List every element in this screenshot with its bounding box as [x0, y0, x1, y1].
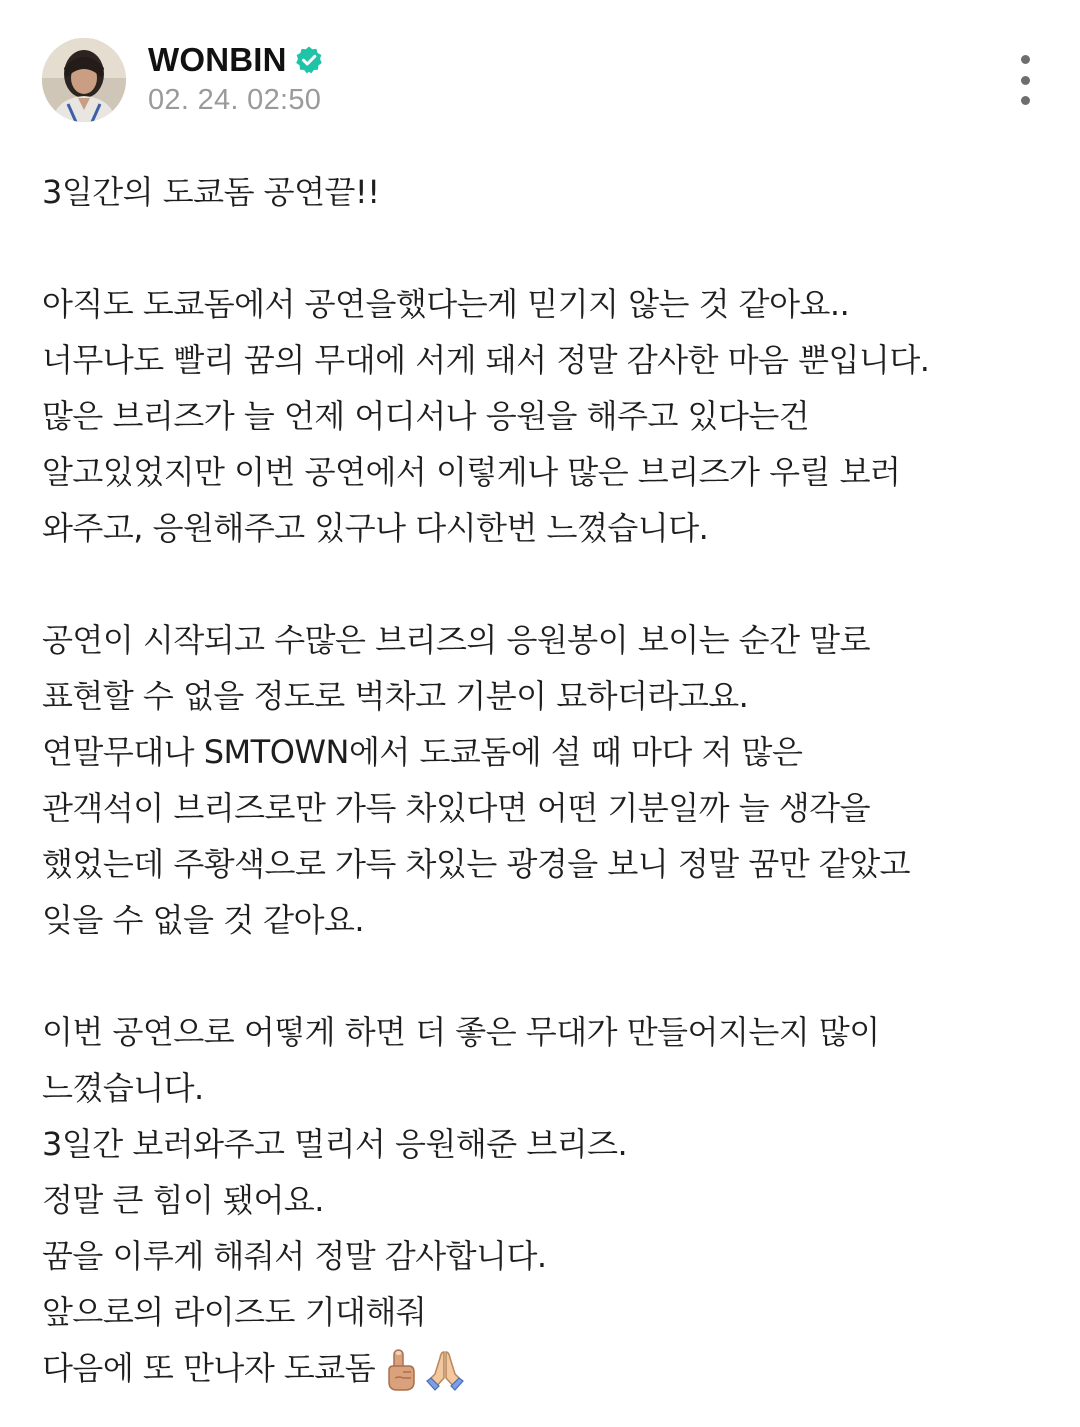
- paragraph-gap: [42, 220, 1052, 276]
- post-line: 공연이 시작되고 수많은 브리즈의 응원봉이 보이는 순간 말로: [42, 621, 871, 659]
- post-line: 아직도 도쿄돔에서 공연을했다는게 믿기지 않는 것 같아요..: [42, 285, 850, 323]
- post-line-text: 다음에 또 만나자 도쿄돔: [42, 1349, 376, 1387]
- post-line: 정말 큰 힘이 됐어요.: [42, 1181, 324, 1219]
- post-line: 3일간의 도쿄돔 공연끝!!: [42, 173, 380, 211]
- post-line: 느꼈습니다.: [42, 1069, 204, 1107]
- more-options-button[interactable]: [1004, 55, 1046, 105]
- post-line: 이번 공연으로 어떻게 하면 더 좋은 무대가 만들어지는지 많이: [42, 1013, 880, 1051]
- post-line: 꿈을 이루게 해줘서 정말 감사합니다.: [42, 1237, 547, 1275]
- post-line: 잊을 수 없을 것 같아요.: [42, 901, 365, 939]
- post-line: 3일간 보러와주고 멀리서 응원해준 브리즈.: [42, 1125, 628, 1163]
- profile-photo-icon: [42, 38, 126, 122]
- paragraph-gap: [42, 556, 1052, 612]
- post-line: 알고있었지만 이번 공연에서 이렇게나 많은 브리즈가 우릴 보러: [42, 453, 901, 491]
- post-line: 연말무대나 SMTOWN에서 도쿄돔에 설 때 마다 저 많은: [42, 733, 803, 771]
- post-timestamp: 02. 24. 02:50: [148, 84, 322, 116]
- paragraph-gap: [42, 948, 1052, 1004]
- post-body: [42, 164, 1052, 1396]
- more-vertical-icon-dot: [1021, 96, 1030, 105]
- folded-hands-icon: [423, 1348, 467, 1392]
- verified-badge-icon: [294, 45, 324, 75]
- post-line: 와주고, 응원해주고 있구나 다시한번 느꼈습니다.: [42, 509, 709, 547]
- more-vertical-icon: [1021, 55, 1030, 64]
- trailing-emojis: [381, 1348, 467, 1392]
- index-pointing-up-icon: [381, 1348, 419, 1392]
- more-vertical-icon-dot: [1021, 76, 1030, 85]
- post-line: 했었는데 주황색으로 가득 차있는 광경을 보니 정말 꿈만 같았고: [42, 845, 911, 883]
- post-header: [0, 0, 1080, 140]
- author-name-row: [148, 38, 324, 82]
- post-last-line: [42, 1340, 1052, 1396]
- post-line: 관객석이 브리즈로만 가득 차있다면 어떤 기분일까 늘 생각을: [42, 789, 871, 827]
- author-name[interactable]: WONBIN: [148, 41, 287, 78]
- avatar[interactable]: [42, 38, 126, 122]
- post-line: 표현할 수 없을 정도로 벅차고 기분이 묘하더라고요.: [42, 677, 749, 715]
- post-line: 너무나도 빨리 꿈의 무대에 서게 돼서 정말 감사한 마음 뿐입니다.: [42, 341, 930, 379]
- post-line: 앞으로의 라이즈도 기대해줘: [42, 1293, 427, 1331]
- post-line: 많은 브리즈가 늘 언제 어디서나 응원을 해주고 있다는건: [42, 397, 810, 435]
